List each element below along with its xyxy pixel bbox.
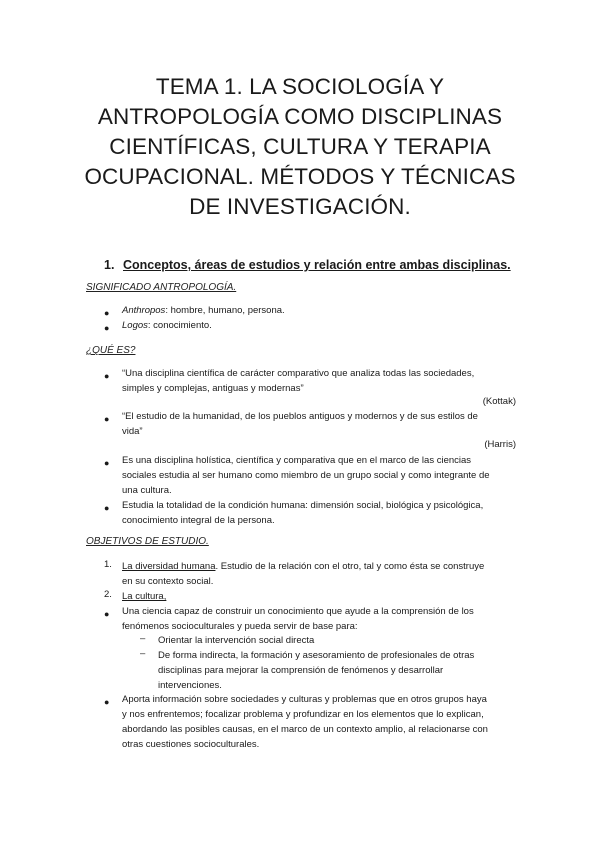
text-line: otras cuestiones socioculturales. xyxy=(122,739,260,750)
bullet-icon: ● xyxy=(104,308,110,318)
bullet-icon: ● xyxy=(104,371,110,381)
definition: : conocimiento. xyxy=(147,320,212,331)
heading-number: 1. xyxy=(104,258,115,272)
bullet-icon: ● xyxy=(104,609,110,619)
citation: (Harris) xyxy=(484,439,516,450)
list-number: 1. xyxy=(104,559,112,570)
text-line: abordando las posibles causas, en el marco de un contexto amplio, al relacionarse con xyxy=(122,724,488,735)
term: La diversidad humana xyxy=(122,561,216,572)
title-line: DE INVESTIGACIÓN. xyxy=(189,194,411,219)
term: Logos xyxy=(122,320,148,331)
title-line: OCUPACIONAL. MÉTODOS Y TÉCNICAS xyxy=(84,164,516,189)
title-line: TEMA 1. LA SOCIOLOGÍA Y xyxy=(155,74,445,99)
text-line: “El estudio de la humanidad, de los pueblos antiguos y modernos y de sus estilos de xyxy=(122,411,478,422)
text-line: “Una disciplina científica de carácter comparativo que analiza todas las sociedades, xyxy=(122,368,475,379)
text-line: Una ciencia capaz de construir un conocimiento que ayude a la comprensión de los xyxy=(122,606,474,617)
text-line: fenómenos socioculturales y pueda servir de base para: xyxy=(122,621,358,632)
list-item xyxy=(122,303,285,319)
section-heading: Conceptos, áreas de estudios y relación entre ambas disciplinas. xyxy=(123,258,511,272)
bullet-icon: ● xyxy=(104,503,110,513)
text-line: sociales estudia al ser humano como miembro de un grupo social y como integrante de xyxy=(122,470,490,481)
dash-icon: – xyxy=(140,633,146,644)
text-line: disciplinas para mejorar la comprensión de fenómenos y desarrollar xyxy=(158,665,444,676)
dash-icon: – xyxy=(140,648,146,659)
list-number: 2. xyxy=(104,589,112,600)
title-line: CIENTÍFICAS, CULTURA Y TERAPIA xyxy=(109,134,491,159)
text-line: conocimiento integral de la persona. xyxy=(122,515,275,526)
list-item xyxy=(122,318,212,334)
definition: : hombre, humano, persona. xyxy=(165,305,285,316)
text-line: Aporta información sobre sociedades y culturas y problemas que en otros grupos haya xyxy=(122,694,487,705)
text-line: Estudia la totalidad de la condición humana: dimensión social, biológica y psicológica, xyxy=(122,500,484,511)
bullet-icon: ● xyxy=(104,323,110,333)
text-line: una cultura. xyxy=(122,485,172,496)
bullet-icon: ● xyxy=(104,458,110,468)
term: Anthropos xyxy=(122,305,166,316)
text-line: Es una disciplina holística, científica y comparativa que en el marco de las ciencias xyxy=(122,455,472,466)
definition: . Estudio de la relación con el otro, tal y como ésta se construye xyxy=(215,561,485,572)
text-line: De forma indirecta, la formación y asesoramiento de profesionales de otras xyxy=(158,650,475,661)
term: La cultura, xyxy=(122,591,167,602)
significado-label: SIGNIFICADO ANTROPOLOGÍA. xyxy=(86,282,237,293)
objetivos-label: OBJETIVOS DE ESTUDIO. xyxy=(86,536,209,547)
bullet-icon: ● xyxy=(104,697,110,707)
text-line: simples y complejas, antiguas y modernas” xyxy=(122,383,304,394)
text-line xyxy=(122,559,484,575)
text-line: intervenciones. xyxy=(158,680,222,691)
text-line: vida” xyxy=(122,426,143,437)
document-title xyxy=(80,72,520,222)
text-line: y nos enfrentemos; focalizar problema y profundizar en los elementos que lo explican, xyxy=(122,709,484,720)
text-line: Orientar la intervención social directa xyxy=(158,635,315,646)
citation: (Kottak) xyxy=(482,396,516,407)
bullet-icon: ● xyxy=(104,414,110,424)
text-line: en su contexto social. xyxy=(122,576,214,587)
title-line: ANTROPOLOGÍA COMO DISCIPLINAS xyxy=(97,104,503,129)
que-es-label: ¿QUÉ ES? xyxy=(86,345,136,356)
